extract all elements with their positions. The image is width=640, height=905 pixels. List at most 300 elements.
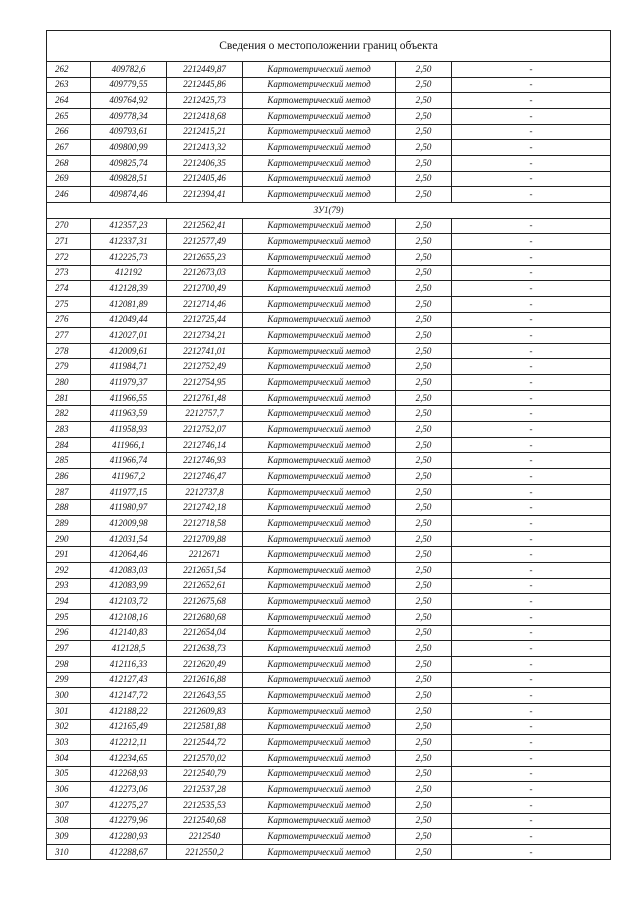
- x-coordinate-cell: 412212,11: [91, 735, 167, 751]
- accuracy-cell: 2,50: [396, 829, 452, 845]
- y-coordinate-cell: 2212709,88: [167, 531, 243, 547]
- x-coordinate-cell: 409874,46: [91, 187, 167, 203]
- description-cell: -: [452, 328, 611, 344]
- x-coordinate-cell: 411966,1: [91, 437, 167, 453]
- accuracy-cell: 2,50: [396, 234, 452, 250]
- accuracy-cell: 2,50: [396, 390, 452, 406]
- accuracy-cell: 2,50: [396, 469, 452, 485]
- description-cell: -: [452, 124, 611, 140]
- y-coordinate-cell: 2212581,88: [167, 719, 243, 735]
- description-cell: -: [452, 594, 611, 610]
- x-coordinate-cell: 411984,71: [91, 359, 167, 375]
- x-coordinate-cell: 412147,72: [91, 688, 167, 704]
- point-number-cell: 297: [47, 641, 91, 657]
- table-title-row: [47, 31, 611, 62]
- x-coordinate-cell: 412234,65: [91, 750, 167, 766]
- accuracy-cell: 2,50: [396, 547, 452, 563]
- accuracy-cell: 2,50: [396, 641, 452, 657]
- description-cell: -: [452, 437, 611, 453]
- description-cell: -: [452, 766, 611, 782]
- y-coordinate-cell: 2212445,86: [167, 77, 243, 93]
- x-coordinate-cell: 411967,2: [91, 469, 167, 485]
- table-row: [47, 829, 611, 845]
- point-number-cell: 308: [47, 813, 91, 829]
- method-cell: Картометрический метод: [243, 390, 396, 406]
- method-cell: Картометрический метод: [243, 547, 396, 563]
- x-coordinate-cell: 409800,99: [91, 140, 167, 156]
- accuracy-cell: 2,50: [396, 782, 452, 798]
- table-row: [47, 531, 611, 547]
- description-cell: -: [452, 531, 611, 547]
- x-coordinate-cell: 409779,55: [91, 77, 167, 93]
- x-coordinate-cell: 412279,96: [91, 813, 167, 829]
- table-row: [47, 437, 611, 453]
- x-coordinate-cell: 412165,49: [91, 719, 167, 735]
- table-row: [47, 234, 611, 250]
- description-cell: -: [452, 719, 611, 735]
- method-cell: Картометрический метод: [243, 719, 396, 735]
- description-cell: -: [452, 296, 611, 312]
- section-label: ЗУ1(79): [47, 202, 611, 218]
- table-row: [47, 750, 611, 766]
- accuracy-cell: 2,50: [396, 625, 452, 641]
- method-cell: Картометрический метод: [243, 484, 396, 500]
- method-cell: Картометрический метод: [243, 234, 396, 250]
- point-number-cell: 284: [47, 437, 91, 453]
- description-cell: -: [452, 343, 611, 359]
- description-cell: -: [452, 375, 611, 391]
- accuracy-cell: 2,50: [396, 609, 452, 625]
- description-cell: -: [452, 516, 611, 532]
- x-coordinate-cell: 409828,51: [91, 171, 167, 187]
- accuracy-cell: 2,50: [396, 844, 452, 860]
- table-row: [47, 249, 611, 265]
- x-coordinate-cell: 412083,99: [91, 578, 167, 594]
- description-cell: -: [452, 453, 611, 469]
- accuracy-cell: 2,50: [396, 719, 452, 735]
- point-number-cell: 292: [47, 563, 91, 579]
- table-row: [47, 218, 611, 234]
- description-cell: -: [452, 312, 611, 328]
- method-cell: Картометрический метод: [243, 124, 396, 140]
- description-cell: -: [452, 171, 611, 187]
- x-coordinate-cell: 411977,15: [91, 484, 167, 500]
- accuracy-cell: 2,50: [396, 265, 452, 281]
- point-number-cell: 269: [47, 171, 91, 187]
- method-cell: Картометрический метод: [243, 766, 396, 782]
- table-row: [47, 719, 611, 735]
- point-number-cell: 270: [47, 218, 91, 234]
- method-cell: Картометрический метод: [243, 703, 396, 719]
- accuracy-cell: 2,50: [396, 124, 452, 140]
- x-coordinate-cell: 412280,93: [91, 829, 167, 845]
- table-row: [47, 312, 611, 328]
- accuracy-cell: 2,50: [396, 343, 452, 359]
- method-cell: Картометрический метод: [243, 281, 396, 297]
- point-number-cell: 275: [47, 296, 91, 312]
- x-coordinate-cell: 412357,23: [91, 218, 167, 234]
- accuracy-cell: 2,50: [396, 594, 452, 610]
- method-cell: Картометрический метод: [243, 641, 396, 657]
- table-row: [47, 187, 611, 203]
- method-cell: Картометрический метод: [243, 328, 396, 344]
- table-row: [47, 108, 611, 124]
- point-number-cell: 303: [47, 735, 91, 751]
- table-body: [47, 31, 611, 860]
- point-number-cell: 300: [47, 688, 91, 704]
- y-coordinate-cell: 2212714,46: [167, 296, 243, 312]
- description-cell: -: [452, 735, 611, 751]
- description-cell: -: [452, 281, 611, 297]
- boundary-coordinates-table: [46, 30, 611, 860]
- table-row: [47, 406, 611, 422]
- method-cell: Картометрический метод: [243, 469, 396, 485]
- table-row: [47, 578, 611, 594]
- accuracy-cell: 2,50: [396, 422, 452, 438]
- accuracy-cell: 2,50: [396, 516, 452, 532]
- description-cell: -: [452, 62, 611, 78]
- y-coordinate-cell: 2212418,68: [167, 108, 243, 124]
- point-number-cell: 302: [47, 719, 91, 735]
- x-coordinate-cell: 412128,5: [91, 641, 167, 657]
- y-coordinate-cell: 2212725,44: [167, 312, 243, 328]
- y-coordinate-cell: 2212415,21: [167, 124, 243, 140]
- x-coordinate-cell: 409778,34: [91, 108, 167, 124]
- table-row: [47, 171, 611, 187]
- accuracy-cell: 2,50: [396, 375, 452, 391]
- table-row: [47, 672, 611, 688]
- y-coordinate-cell: 2212741,01: [167, 343, 243, 359]
- y-coordinate-cell: 2212425,73: [167, 93, 243, 109]
- table-row: [47, 93, 611, 109]
- y-coordinate-cell: 2212737,8: [167, 484, 243, 500]
- method-cell: Картометрический метод: [243, 77, 396, 93]
- y-coordinate-cell: 2212609,83: [167, 703, 243, 719]
- description-cell: -: [452, 469, 611, 485]
- point-number-cell: 285: [47, 453, 91, 469]
- method-cell: Картометрический метод: [243, 265, 396, 281]
- y-coordinate-cell: 2212540: [167, 829, 243, 845]
- table-row: [47, 547, 611, 563]
- description-cell: -: [452, 829, 611, 845]
- table-row: [47, 77, 611, 93]
- table-row: [47, 359, 611, 375]
- y-coordinate-cell: 2212652,61: [167, 578, 243, 594]
- point-number-cell: 278: [47, 343, 91, 359]
- description-cell: -: [452, 578, 611, 594]
- table-row: [47, 563, 611, 579]
- x-coordinate-cell: 412108,16: [91, 609, 167, 625]
- point-number-cell: 268: [47, 155, 91, 171]
- table-row: [47, 296, 611, 312]
- description-cell: -: [452, 390, 611, 406]
- y-coordinate-cell: 2212742,18: [167, 500, 243, 516]
- accuracy-cell: 2,50: [396, 437, 452, 453]
- table-row: [47, 609, 611, 625]
- y-coordinate-cell: 2212616,88: [167, 672, 243, 688]
- table-row: [47, 265, 611, 281]
- accuracy-cell: 2,50: [396, 578, 452, 594]
- point-number-cell: 287: [47, 484, 91, 500]
- accuracy-cell: 2,50: [396, 281, 452, 297]
- accuracy-cell: 2,50: [396, 328, 452, 344]
- accuracy-cell: 2,50: [396, 797, 452, 813]
- description-cell: -: [452, 563, 611, 579]
- section-row: [47, 202, 611, 218]
- method-cell: Картометрический метод: [243, 516, 396, 532]
- description-cell: -: [452, 500, 611, 516]
- x-coordinate-cell: 412081,89: [91, 296, 167, 312]
- method-cell: Картометрический метод: [243, 594, 396, 610]
- x-coordinate-cell: 412273,06: [91, 782, 167, 798]
- method-cell: Картометрический метод: [243, 844, 396, 860]
- method-cell: Картометрический метод: [243, 296, 396, 312]
- table-row: [47, 735, 611, 751]
- description-cell: -: [452, 547, 611, 563]
- y-coordinate-cell: 2212675,68: [167, 594, 243, 610]
- point-number-cell: 291: [47, 547, 91, 563]
- description-cell: -: [452, 672, 611, 688]
- method-cell: Картометрический метод: [243, 406, 396, 422]
- table-row: [47, 281, 611, 297]
- x-coordinate-cell: 412009,98: [91, 516, 167, 532]
- y-coordinate-cell: 2212638,73: [167, 641, 243, 657]
- y-coordinate-cell: 2212754,95: [167, 375, 243, 391]
- y-coordinate-cell: 2212577,49: [167, 234, 243, 250]
- method-cell: Картометрический метод: [243, 437, 396, 453]
- x-coordinate-cell: 412064,46: [91, 547, 167, 563]
- y-coordinate-cell: 2212394,41: [167, 187, 243, 203]
- method-cell: Картометрический метод: [243, 422, 396, 438]
- y-coordinate-cell: 2212562,41: [167, 218, 243, 234]
- method-cell: Картометрический метод: [243, 531, 396, 547]
- accuracy-cell: 2,50: [396, 453, 452, 469]
- method-cell: Картометрический метод: [243, 375, 396, 391]
- x-coordinate-cell: 412188,22: [91, 703, 167, 719]
- x-coordinate-cell: 411966,74: [91, 453, 167, 469]
- description-cell: -: [452, 609, 611, 625]
- y-coordinate-cell: 2212655,23: [167, 249, 243, 265]
- point-number-cell: 272: [47, 249, 91, 265]
- point-number-cell: 271: [47, 234, 91, 250]
- point-number-cell: 288: [47, 500, 91, 516]
- accuracy-cell: 2,50: [396, 218, 452, 234]
- method-cell: Картометрический метод: [243, 218, 396, 234]
- description-cell: -: [452, 108, 611, 124]
- method-cell: Картометрический метод: [243, 249, 396, 265]
- point-number-cell: 295: [47, 609, 91, 625]
- point-number-cell: 283: [47, 422, 91, 438]
- description-cell: -: [452, 218, 611, 234]
- x-coordinate-cell: 412288,67: [91, 844, 167, 860]
- y-coordinate-cell: 2212654,04: [167, 625, 243, 641]
- y-coordinate-cell: 2212620,49: [167, 656, 243, 672]
- accuracy-cell: 2,50: [396, 359, 452, 375]
- x-coordinate-cell: 412275,27: [91, 797, 167, 813]
- x-coordinate-cell: 412027,01: [91, 328, 167, 344]
- y-coordinate-cell: 2212544,72: [167, 735, 243, 751]
- description-cell: -: [452, 656, 611, 672]
- x-coordinate-cell: 409793,61: [91, 124, 167, 140]
- y-coordinate-cell: 2212680,68: [167, 609, 243, 625]
- table-row: [47, 328, 611, 344]
- y-coordinate-cell: 2212413,32: [167, 140, 243, 156]
- y-coordinate-cell: 2212700,49: [167, 281, 243, 297]
- y-coordinate-cell: 2212752,49: [167, 359, 243, 375]
- point-number-cell: 289: [47, 516, 91, 532]
- method-cell: Картометрический метод: [243, 62, 396, 78]
- x-coordinate-cell: 409764,92: [91, 93, 167, 109]
- method-cell: Картометрический метод: [243, 609, 396, 625]
- accuracy-cell: 2,50: [396, 62, 452, 78]
- method-cell: Картометрический метод: [243, 93, 396, 109]
- description-cell: -: [452, 187, 611, 203]
- point-number-cell: 264: [47, 93, 91, 109]
- description-cell: -: [452, 813, 611, 829]
- point-number-cell: 277: [47, 328, 91, 344]
- point-number-cell: 294: [47, 594, 91, 610]
- y-coordinate-cell: 2212734,21: [167, 328, 243, 344]
- accuracy-cell: 2,50: [396, 171, 452, 187]
- x-coordinate-cell: 412049,44: [91, 312, 167, 328]
- method-cell: Картометрический метод: [243, 797, 396, 813]
- table-row: [47, 844, 611, 860]
- description-cell: -: [452, 359, 611, 375]
- method-cell: Картометрический метод: [243, 171, 396, 187]
- accuracy-cell: 2,50: [396, 672, 452, 688]
- y-coordinate-cell: 2212757,7: [167, 406, 243, 422]
- x-coordinate-cell: 412127,43: [91, 672, 167, 688]
- x-coordinate-cell: 411979,37: [91, 375, 167, 391]
- x-coordinate-cell: 411958,93: [91, 422, 167, 438]
- table-row: [47, 375, 611, 391]
- x-coordinate-cell: 412031,54: [91, 531, 167, 547]
- method-cell: Картометрический метод: [243, 108, 396, 124]
- accuracy-cell: 2,50: [396, 296, 452, 312]
- description-cell: -: [452, 406, 611, 422]
- x-coordinate-cell: 412009,61: [91, 343, 167, 359]
- y-coordinate-cell: 2212570,02: [167, 750, 243, 766]
- x-coordinate-cell: 412128,39: [91, 281, 167, 297]
- accuracy-cell: 2,50: [396, 813, 452, 829]
- accuracy-cell: 2,50: [396, 735, 452, 751]
- accuracy-cell: 2,50: [396, 703, 452, 719]
- method-cell: Картометрический метод: [243, 359, 396, 375]
- table-row: [47, 484, 611, 500]
- accuracy-cell: 2,50: [396, 312, 452, 328]
- table-row: [47, 703, 611, 719]
- x-coordinate-cell: 409825,74: [91, 155, 167, 171]
- y-coordinate-cell: 2212746,14: [167, 437, 243, 453]
- y-coordinate-cell: 2212449,87: [167, 62, 243, 78]
- method-cell: Картометрический метод: [243, 625, 396, 641]
- method-cell: Картометрический метод: [243, 187, 396, 203]
- x-coordinate-cell: 412192: [91, 265, 167, 281]
- accuracy-cell: 2,50: [396, 155, 452, 171]
- accuracy-cell: 2,50: [396, 140, 452, 156]
- y-coordinate-cell: 2212643,55: [167, 688, 243, 704]
- y-coordinate-cell: 2212673,03: [167, 265, 243, 281]
- table-row: [47, 140, 611, 156]
- point-number-cell: 280: [47, 375, 91, 391]
- accuracy-cell: 2,50: [396, 249, 452, 265]
- y-coordinate-cell: 2212718,58: [167, 516, 243, 532]
- description-cell: -: [452, 797, 611, 813]
- table-row: [47, 124, 611, 140]
- accuracy-cell: 2,50: [396, 187, 452, 203]
- point-number-cell: 279: [47, 359, 91, 375]
- y-coordinate-cell: 2212651,54: [167, 563, 243, 579]
- method-cell: Картометрический метод: [243, 578, 396, 594]
- method-cell: Картометрический метод: [243, 750, 396, 766]
- y-coordinate-cell: 2212535,53: [167, 797, 243, 813]
- point-number-cell: 246: [47, 187, 91, 203]
- description-cell: -: [452, 140, 611, 156]
- point-number-cell: 301: [47, 703, 91, 719]
- point-number-cell: 266: [47, 124, 91, 140]
- point-number-cell: 310: [47, 844, 91, 860]
- description-cell: -: [452, 265, 611, 281]
- x-coordinate-cell: 412083,03: [91, 563, 167, 579]
- table-row: [47, 343, 611, 359]
- table-row: [47, 782, 611, 798]
- description-cell: -: [452, 422, 611, 438]
- accuracy-cell: 2,50: [396, 484, 452, 500]
- method-cell: Картометрический метод: [243, 453, 396, 469]
- point-number-cell: 290: [47, 531, 91, 547]
- table-row: [47, 422, 611, 438]
- point-number-cell: 262: [47, 62, 91, 78]
- point-number-cell: 304: [47, 750, 91, 766]
- y-coordinate-cell: 2212405,46: [167, 171, 243, 187]
- description-cell: -: [452, 77, 611, 93]
- table-row: [47, 625, 611, 641]
- point-number-cell: 273: [47, 265, 91, 281]
- y-coordinate-cell: 2212752,07: [167, 422, 243, 438]
- table-row: [47, 813, 611, 829]
- y-coordinate-cell: 2212671: [167, 547, 243, 563]
- point-number-cell: 296: [47, 625, 91, 641]
- point-number-cell: 263: [47, 77, 91, 93]
- table-row: [47, 516, 611, 532]
- method-cell: Картометрический метод: [243, 656, 396, 672]
- point-number-cell: 267: [47, 140, 91, 156]
- y-coordinate-cell: 2212540,68: [167, 813, 243, 829]
- y-coordinate-cell: 2212746,47: [167, 469, 243, 485]
- accuracy-cell: 2,50: [396, 766, 452, 782]
- x-coordinate-cell: 411980,97: [91, 500, 167, 516]
- method-cell: Картометрический метод: [243, 829, 396, 845]
- method-cell: Картометрический метод: [243, 500, 396, 516]
- table-row: [47, 62, 611, 78]
- description-cell: -: [452, 155, 611, 171]
- description-cell: -: [452, 844, 611, 860]
- table-row: [47, 390, 611, 406]
- description-cell: -: [452, 782, 611, 798]
- description-cell: -: [452, 688, 611, 704]
- accuracy-cell: 2,50: [396, 108, 452, 124]
- x-coordinate-cell: 412225,73: [91, 249, 167, 265]
- table-title: Сведения о местоположении границ объекта: [47, 31, 611, 62]
- x-coordinate-cell: 412116,33: [91, 656, 167, 672]
- x-coordinate-cell: 412268,93: [91, 766, 167, 782]
- method-cell: Картометрический метод: [243, 813, 396, 829]
- description-cell: -: [452, 641, 611, 657]
- y-coordinate-cell: 2212746,93: [167, 453, 243, 469]
- point-number-cell: 276: [47, 312, 91, 328]
- x-coordinate-cell: 409782,6: [91, 62, 167, 78]
- accuracy-cell: 2,50: [396, 406, 452, 422]
